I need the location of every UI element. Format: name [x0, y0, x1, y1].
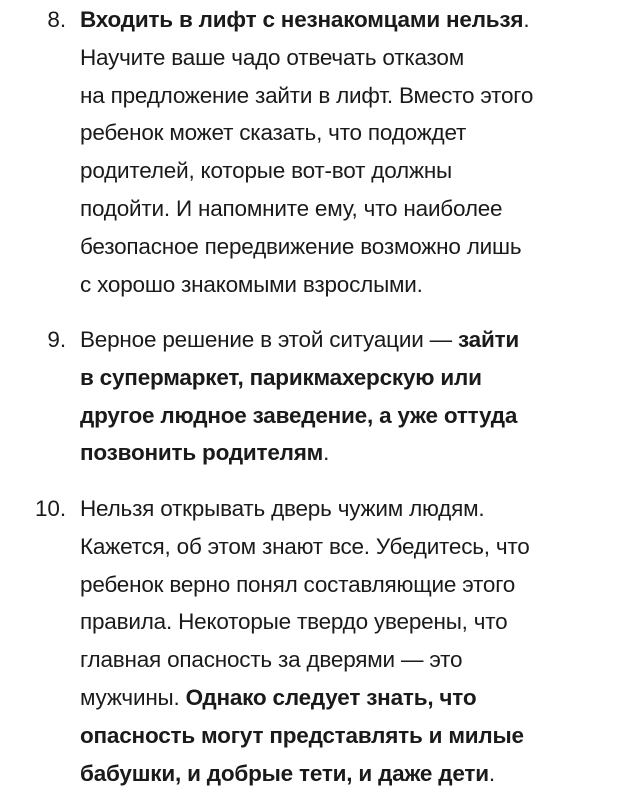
item-text — [80, 490, 620, 792]
text-line — [80, 77, 620, 115]
text-line — [80, 528, 620, 566]
text-run: на предложение зайти в лифт. Вместо этого — [80, 82, 534, 108]
text-line — [80, 321, 620, 359]
item-text — [80, 1, 620, 303]
text-run: правила. Некоторые твердо уверены, что — [80, 609, 508, 635]
text-line — [80, 566, 620, 604]
text-run: мужчины. — [80, 684, 186, 710]
text-run: главная опасность за дверями — это — [80, 647, 463, 673]
item-number: 8. — [47, 7, 66, 32]
text-line — [80, 1, 620, 39]
text-line — [80, 39, 620, 77]
text-line — [80, 641, 620, 679]
text-line — [80, 679, 620, 717]
item-text — [80, 321, 620, 472]
text-line — [80, 228, 620, 266]
text-run: с хорошо знакомыми взрослыми. — [80, 271, 423, 297]
text-run: подойти. И напомните ему, что наиболее — [80, 195, 503, 221]
text-run: . — [523, 7, 530, 32]
text-bold: опасность могут представлять и милые — [80, 722, 524, 748]
text-run: Кажется, об этом знают все. Убедитесь, что — [80, 533, 530, 559]
text-bold: Входить в лифт с незнакомцами нельзя — [80, 7, 524, 32]
text-run: . — [323, 440, 330, 466]
text-line — [80, 397, 620, 435]
text-bold: другое людное заведение, а уже оттуда — [80, 402, 518, 428]
text-line — [80, 490, 620, 528]
text-run: безопасное передвижение возможно лишь — [80, 233, 522, 259]
text-run: . — [488, 760, 495, 786]
item-number: 9. — [47, 327, 66, 352]
text-run: Верное решение в этой ситуации — — [80, 327, 458, 352]
text-line — [80, 434, 620, 472]
text-line — [80, 152, 620, 190]
text-line — [80, 603, 620, 641]
text-run: ребенок верно понял составляющие этого — [80, 571, 516, 597]
text-run: ребенок может сказать, что подождет — [80, 120, 467, 146]
text-line — [80, 114, 620, 152]
text-run: Научите ваше чадо отвечать отказом — [80, 44, 465, 70]
text-line — [80, 359, 620, 397]
text-run: Нельзя открывать дверь чужим людям. — [80, 496, 485, 521]
text-line — [80, 755, 620, 793]
text-bold: в супермаркет, парикмахерскую или — [80, 364, 482, 390]
text-line — [80, 266, 620, 304]
item-number: 10. — [35, 496, 66, 521]
text-run: родителей, которые вот-вот должны — [80, 158, 453, 184]
text-bold: Однако следует знать, что — [185, 684, 477, 710]
text-bold: зайти — [457, 327, 520, 352]
text-line — [80, 717, 620, 755]
text-bold: позвонить родителям — [80, 440, 324, 466]
text-bold: бабушки, и добрые тети, и даже дети — [80, 760, 489, 786]
text-line — [80, 190, 620, 228]
